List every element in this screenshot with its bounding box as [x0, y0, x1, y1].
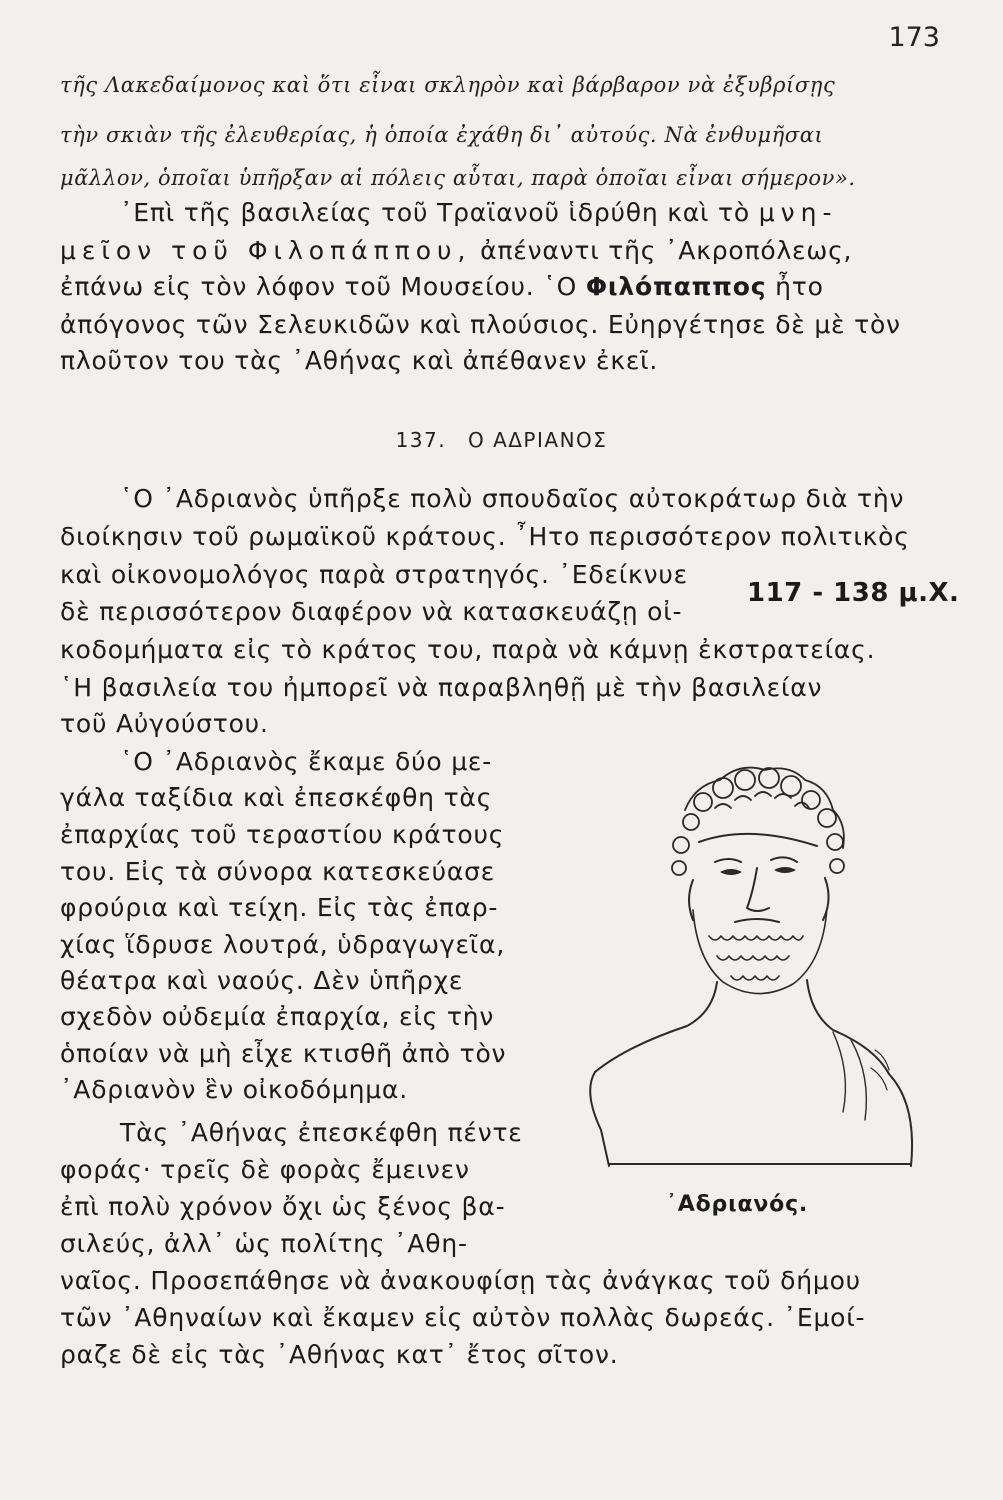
reign-dates: 117 - 138 μ.Χ. — [747, 578, 960, 608]
paragraph-line: χίας ἵδρυσε λουτρά, ὑδραγωγεῖα, — [60, 930, 506, 959]
paragraph-line: ἐπὶ πολὺ χρόνον ὄχι ὡς ξένος βα- — [60, 1192, 506, 1221]
text-span: ᾿Επὶ τῆς βασιλείας τοῦ Τραϊανοῦ ἱδρύθη καὶ τὸ — [120, 198, 751, 227]
spaced-text: μεῖον τοῦ Φιλοπάππου, — [60, 236, 472, 265]
paragraph-line: ἀπόγονος τῶν Σελευκιδῶν καὶ πλούσιος. Εὐηργέτησε δὲ μὲ τὸν — [60, 310, 901, 339]
paragraph-line: σιλεύς, ἀλλ᾽ ὡς πολίτης ᾿Αθη- — [60, 1229, 468, 1258]
hadrian-bust-illustration — [575, 750, 930, 1170]
paragraph-line: Τὰς ᾿Αθήνας ἐπεσκέφθη πέντε — [120, 1118, 523, 1147]
section-number: 137. — [395, 428, 447, 452]
paragraph-line — [60, 272, 824, 302]
paragraph-line: καὶ οἰκονομολόγος παρὰ στρατηγός. ᾿Εδείκνυε — [60, 560, 688, 589]
paragraph-line: τοῦ Αὐγούστου. — [60, 709, 269, 738]
bust-base — [590, 980, 912, 1166]
paragraph-line: πλοῦτον του τὰς ᾿Αθήνας καὶ ἀπέθανεν ἐκεῖ. — [60, 346, 659, 375]
paragraph-line: του. Εἰς τὰ σύνορα κατεσκεύασε — [60, 857, 496, 886]
hair-curls — [672, 768, 844, 875]
section-title: Ο ΑΔΡΙΑΝΟΣ — [467, 428, 608, 452]
paragraph-line: διοίκησιν τοῦ ρωμαϊκοῦ κράτους. ῏Ητο περισσότερον πολιτικὸς — [60, 522, 910, 551]
figure-caption: ᾿Αδριανός. — [666, 1192, 809, 1217]
paragraph-line: δὲ περισσότερον διαφέρον νὰ κατασκευάζῃ οἰ- — [60, 597, 683, 626]
paragraph-line: φρούρια καὶ τείχη. Εἰς τὰς ἐπαρ- — [60, 893, 499, 922]
paragraph-line: θέατρα καὶ ναούς. Δὲν ὑπῆρχε — [60, 966, 464, 995]
paragraph-line: ναῖος. Προσεπάθησε νὰ ἀνακουφίσῃ τὰς ἀνάγκας τοῦ δήμου — [60, 1266, 861, 1295]
paragraph-line: ραζε δὲ εἰς τὰς ᾿Αθήνας κατ᾽ ἔτος σῖτον. — [60, 1340, 619, 1369]
quote-line: μᾶλλον, ὁποῖαι ὑπῆρξαν αἱ πόλεις αὗται, παρὰ ὁποῖαι εἶναι σήμερον». — [60, 166, 856, 190]
page-number: 173 — [888, 22, 940, 53]
paragraph-line: ῾Ο ᾿Αδριανὸς ἔκαμε δύο με- — [120, 747, 493, 776]
paragraph-line — [60, 236, 852, 266]
paragraph-line: ἐπαρχίας τοῦ τεραστίου κράτους — [60, 820, 505, 849]
paragraph-line: τῶν ᾿Αθηναίων καὶ ἔκαμεν εἰς αὐτὸν πολλὰς δωρεάς. ᾿Εμοί- — [60, 1303, 866, 1332]
paragraph-line: φοράς· τρεῖς δὲ φορὰς ἔμεινεν — [60, 1155, 470, 1184]
section-heading — [0, 428, 1003, 452]
text-span: ἀπέναντι τῆς ᾿Ακροπόλεως, — [480, 236, 853, 265]
quote-line: τῆς Λακεδαίμονος καὶ ὅτι εἶναι σκληρὸν καὶ βάρβαρον νὰ ἐξυβρίσῃς — [60, 73, 836, 97]
paragraph-line: ῾Ο ᾿Αδριανὸς ὑπῆρξε πολὺ σπουδαῖος αὐτοκράτωρ διὰ τὴν — [120, 484, 905, 513]
paragraph-line: γάλα ταξίδια καὶ ἐπεσκέφθη τὰς — [60, 783, 493, 812]
paragraph-line: σχεδὸν οὐδεμία ἐπαρχία, εἰς τὴν — [60, 1002, 495, 1031]
face — [689, 834, 829, 922]
paragraph-line — [120, 198, 838, 228]
text-span: ἐπάνω εἰς τὸν λόφον τοῦ Μουσείου. ῾Ο — [60, 272, 578, 301]
name-philopappos: Φιλόπαππος — [585, 272, 767, 301]
text-span: ἦτο — [775, 272, 824, 301]
quote-line: τὴν σκιὰν τῆς ἐλευθερίας, ἡ ὁποία ἐχάθη δι᾽ αὐτούς. Νὰ ἐνθυμῆσαι — [60, 123, 824, 147]
spaced-text: μνη- — [758, 198, 838, 227]
paragraph-line: ῾Η βασιλεία του ἠμπορεῖ νὰ παραβληθῇ μὲ τὴν βασιλείαν — [60, 673, 823, 702]
paragraph-line: ὁποίαν νὰ μὴ εἶχε κτισθῆ ἀπὸ τὸν — [60, 1039, 507, 1068]
paragraph-line: κοδομήματα εἰς τὸ κράτος του, παρὰ νὰ κάμνῃ ἐκστρατείας. — [60, 635, 876, 664]
paragraph-line: ᾿Αδριανὸν ἓν οἰκοδόμημα. — [60, 1075, 408, 1104]
